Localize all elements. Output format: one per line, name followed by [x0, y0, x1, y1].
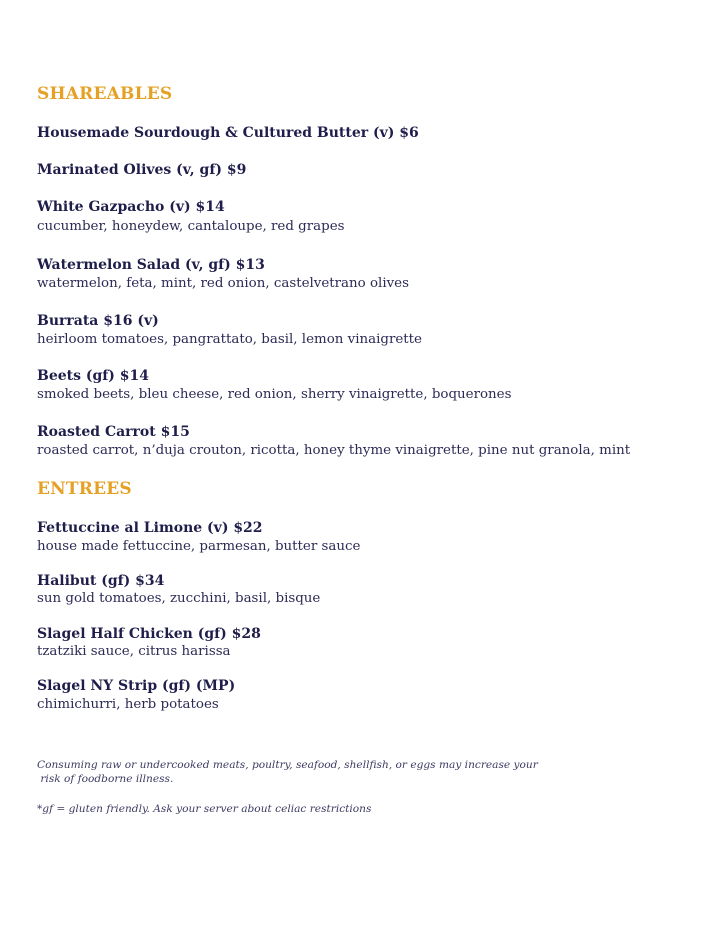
menu-item-halibut-name: Halibut (gf) $34 — [37, 573, 165, 589]
menu-item-beets-desc: smoked beets, bleu cheese, red onion, sherry vinaigrette, boquerones — [37, 387, 512, 402]
menu-item-strip-desc: chimichurri, herb potatoes — [37, 697, 219, 712]
menu-item-watermelon-desc: watermelon, feta, mint, red onion, castelvetrano olives — [37, 276, 409, 291]
menu-item-carrot-desc: roasted carrot, n’duja crouton, ricotta, honey thyme vinaigrette, pine nut granola, mint — [37, 443, 631, 458]
menu-item-carrot-name: Roasted Carrot $15 — [37, 424, 190, 440]
menu-item-burrata-desc: heirloom tomatoes, pangrattato, basil, lemon vinaigrette — [37, 332, 422, 347]
menu-item-fettuccine-name: Fettuccine al Limone (v) $22 — [37, 520, 263, 536]
menu-item-strip-name: Slagel NY Strip (gf) (MP) — [37, 678, 236, 694]
menu-item-burrata-name: Burrata $16 (v) — [37, 313, 159, 329]
menu-item-gazpacho-name: White Gazpacho (v) $14 — [37, 199, 225, 215]
raw-food-warning-line2: risk of foodborne illness. — [37, 773, 174, 785]
raw-food-warning-line1: Consuming raw or undercooked meats, poultry, seafood, shellfish, or eggs may increase your — [37, 759, 538, 771]
menu-item-chicken-desc: tzatziki sauce, citrus harissa — [37, 644, 231, 659]
menu-item-beets-name: Beets (gf) $14 — [37, 368, 150, 384]
menu-item-gazpacho-desc: cucumber, honeydew, cantaloupe, red grapes — [37, 219, 345, 234]
gluten-friendly-note: *gf = gluten friendly. Ask your server about celiac restrictions — [37, 803, 372, 815]
menu-item-fettuccine-desc: house made fettuccine, parmesan, butter sauce — [37, 539, 361, 554]
menu-item-chicken-name: Slagel Half Chicken (gf) $28 — [37, 626, 261, 642]
menu-item-olives-name: Marinated Olives (v, gf) $9 — [37, 162, 247, 178]
menu-item-watermelon-name: Watermelon Salad (v, gf) $13 — [37, 257, 265, 273]
shareables-heading: SHAREABLES — [37, 84, 173, 104]
menu-item-halibut-desc: sun gold tomatoes, zucchini, basil, bisque — [37, 591, 321, 606]
entrees-heading: ENTREES — [37, 479, 132, 499]
menu-item-sourdough-name: Housemade Sourdough & Cultured Butter (v) $6 — [37, 125, 419, 141]
